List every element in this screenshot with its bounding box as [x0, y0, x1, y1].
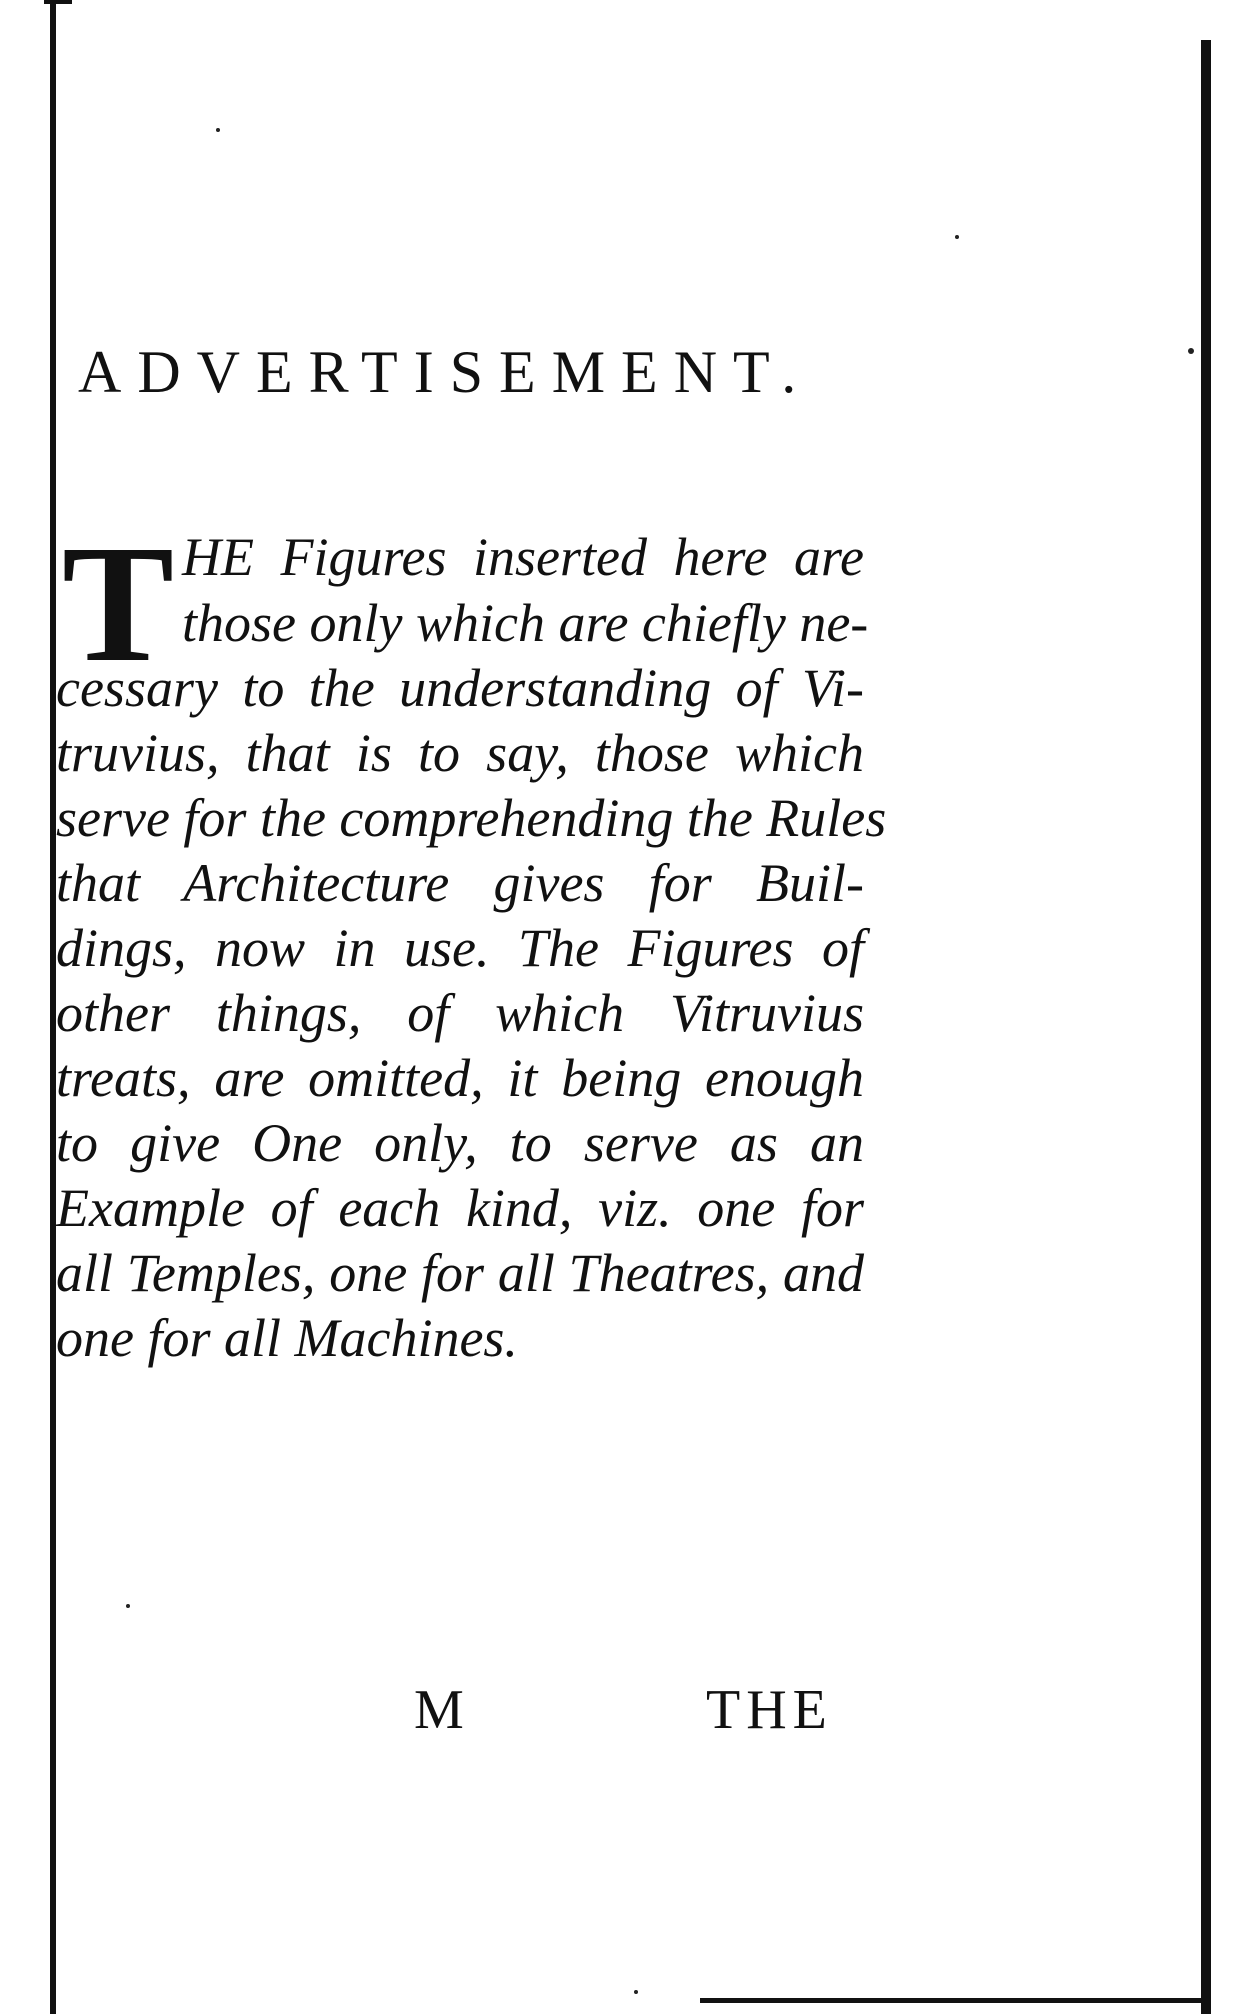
bottom-edge-rule: [700, 1998, 1205, 2003]
text-line-2: those only which are chiefly ne-: [182, 593, 869, 653]
text-line-7: dings, now in use. The Figures of: [56, 918, 864, 978]
text-line-13: one for all Machines.: [56, 1308, 518, 1368]
text-line-3: cessary to the understanding of Vi-: [56, 658, 864, 718]
text-line-11: Example of each kind, viz. one for: [56, 1178, 864, 1238]
text-line-6: that Architecture gives for Buil-: [56, 853, 864, 913]
signature-mark: M: [414, 1679, 464, 1741]
text-line-12: all Temples, one for all Theatres, and: [56, 1243, 864, 1303]
catchword: THE: [706, 1679, 833, 1741]
ink-speck: [955, 235, 959, 239]
page-heading: ADVERTISEMENT.: [78, 339, 813, 405]
text-line-9: treats, are omitted, it being enough: [56, 1048, 864, 1108]
ink-speck: [216, 128, 220, 132]
text-line-10: to give One only, to serve as an: [56, 1113, 864, 1173]
text-line-1: HE Figures inserted here are: [182, 527, 864, 587]
drop-cap-initial: T: [62, 511, 175, 697]
right-edge-rule: [1201, 40, 1211, 2014]
text-line-4: truvius, that is to say, those which: [56, 723, 864, 783]
text-line-8: other things, of which Vitruvius: [56, 983, 864, 1043]
ink-speck: [126, 1604, 130, 1608]
text-line-5: serve for the comprehending the Rules: [56, 788, 887, 848]
ink-speck: [634, 1990, 638, 1994]
left-rule-top-tick: [44, 0, 72, 4]
ink-speck: [1188, 348, 1194, 354]
